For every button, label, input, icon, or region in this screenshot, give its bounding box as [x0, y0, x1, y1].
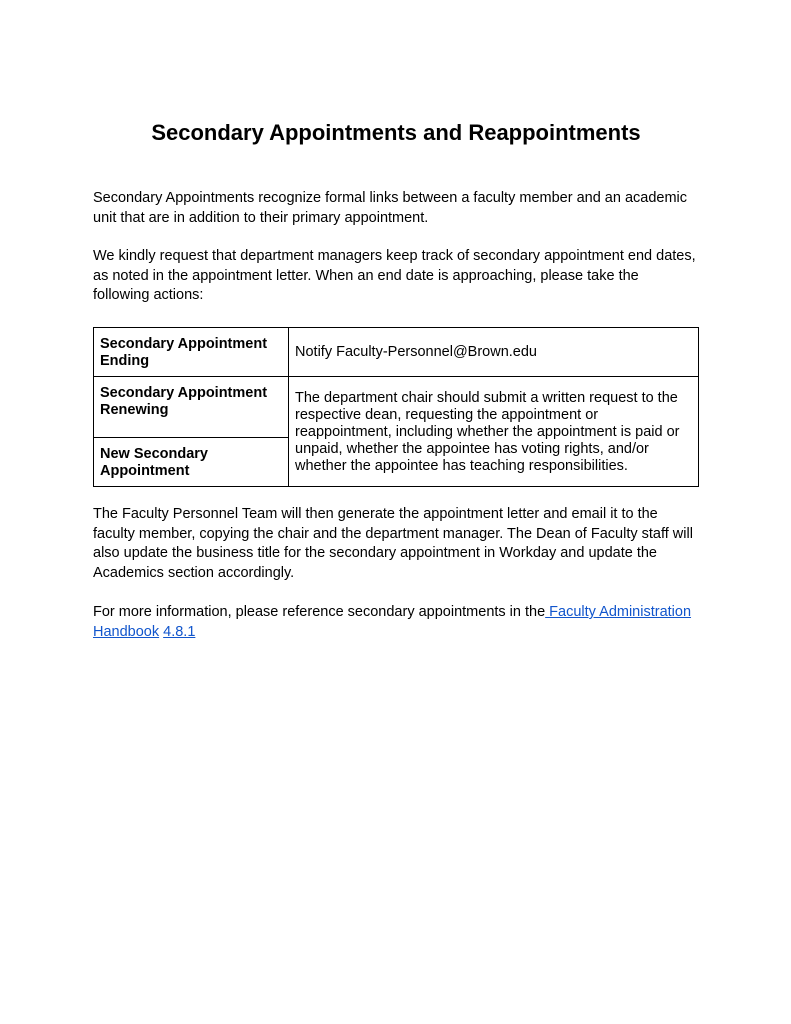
more-info-prefix: For more information, please reference secondary appointments in the	[93, 604, 546, 620]
row-label-new: New Secondary Appointment	[100, 446, 208, 479]
table-cell-label	[94, 377, 289, 438]
request-paragraph: We kindly request that department managers keep track of secondary appointment end dates, as noted in the appointment letter. When an end date is approaching, please take the following actions:	[93, 248, 696, 304]
actions-table	[93, 327, 699, 487]
followup-paragraph: The Faculty Personnel Team will then generate the appointment letter and email it to the faculty member, copying the chair and the department manager. The Dean of Faculty staff will also update the business title for the secondary appointment in Workday and update the Academics section accordingly.	[93, 506, 693, 581]
row-action-renewing-new: The department chair should submit a written request to the respective dean, requesting the appointment or reappointment, including whether the appointment is paid or unpaid, whether the appointee has voting rights, and/or whether the appointee has teaching responsibilities.	[295, 390, 680, 474]
row-label-ending: Secondary Appointment Ending	[100, 336, 268, 369]
table-cell-action	[289, 377, 699, 487]
table-row	[94, 377, 699, 438]
row-action-ending: Notify Faculty-Personnel@Brown.edu	[295, 343, 537, 360]
table-cell-label	[94, 328, 289, 377]
more-info-paragraph	[93, 603, 699, 642]
table-cell-label	[94, 438, 289, 487]
table-row	[94, 328, 699, 377]
page-title: Secondary Appointments and Reappointments	[151, 120, 641, 145]
intro-paragraph: Secondary Appointments recognize formal links between a faculty member and an academic unit that are in addition to their primary appointment.	[93, 190, 688, 226]
table-cell-action	[289, 328, 699, 377]
row-label-renewing: Secondary Appointment Renewing	[100, 385, 268, 418]
section-link[interactable]: 4.8.1	[163, 623, 196, 640]
handbook-link[interactable]: Faculty Administration Handbook	[93, 604, 692, 640]
